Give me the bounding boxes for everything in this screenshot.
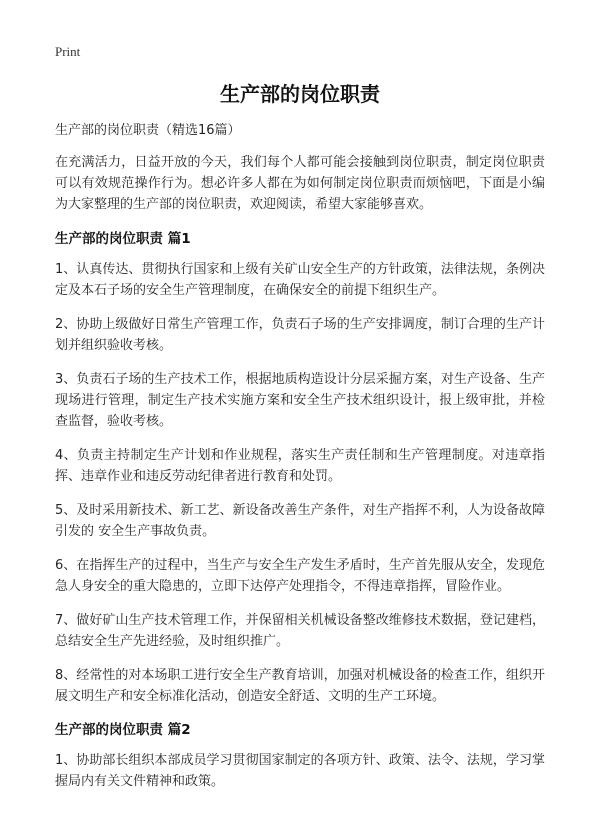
section-2 [55, 720, 545, 792]
duty-item: 8、经常性的对本场职工进行安全生产教育培训，加强对机械设备的检查工作，组织开展文明生产和安全标准化活动，创造安全舒适、文明的生产工环境。 [55, 668, 545, 704]
duty-item: 1、协助部长组织本部成员学习贯彻国家制定的各项方针、政策、法令、法规，学习掌握局内有关文件精神和政策。 [55, 753, 545, 789]
duty-item: 3、负责石子场的生产技术工作，根据地质构造设计分层采掘方案，对生产设备、生产现场进行管理，制定生产技术实施方案和安全生产技术组织设计，报上级审批，并检查监督，验收考核。 [55, 372, 545, 429]
page-title: 生产部的岗位职责 [220, 82, 380, 106]
document-subtitle: 生产部的岗位职责（精选16篇） [55, 123, 241, 138]
duty-item: 7、做好矿山生产技术管理工作，并保留相关机械设备整改维修技术数据，登记建档，总结安全生产先进经验，及时组织推广。 [55, 613, 545, 649]
duty-item: 4、负责主持制定生产计划和作业规程，落实生产责任制和生产管理制度。对违章指挥、违章作业和违反劳动纪律者进行教育和处罚。 [55, 448, 545, 484]
duty-item: 5、及时采用新技术、新工艺、新设备改善生产条件，对生产指挥不利，人为设备故障引发的 安全生产事故负责。 [55, 503, 545, 539]
section-heading: 生产部的岗位职责 篇1 [55, 231, 191, 247]
duty-item: 6、在指挥生产的过程中，当生产与安全生产发生矛盾时，生产首先服从安全，发现危急人身安全的重大隐患的，立即下达停产处理指令，不得违章指挥，冒险作业。 [55, 558, 545, 594]
intro-paragraph: 在充满活力，日益开放的今天，我们每个人都可能会接触到岗位职责，制定岗位职责可以有效规范操作行为。想必许多人都在为如何制定岗位职责而烦恼吧，下面是小编为大家整理的生产部的岗位职责，欢迎阅读，希望大家能够喜欢。 [55, 155, 545, 212]
section-1 [55, 229, 545, 707]
duty-item: 1、认真传达、贯彻执行国家和上级有关矿山安全生产的方针政策，法律法规，条例决定及本石子场的安全生产管理制度，在确保安全的前提下组织生产。 [55, 262, 545, 298]
section-heading: 生产部的岗位职责 篇2 [55, 722, 191, 738]
duty-item: 2、协助上级做好日常生产管理工作，负责石子场的生产安排调度，制订合理的生产计划并组织验收考核。 [55, 317, 545, 353]
print-link[interactable]: Print [55, 44, 81, 59]
